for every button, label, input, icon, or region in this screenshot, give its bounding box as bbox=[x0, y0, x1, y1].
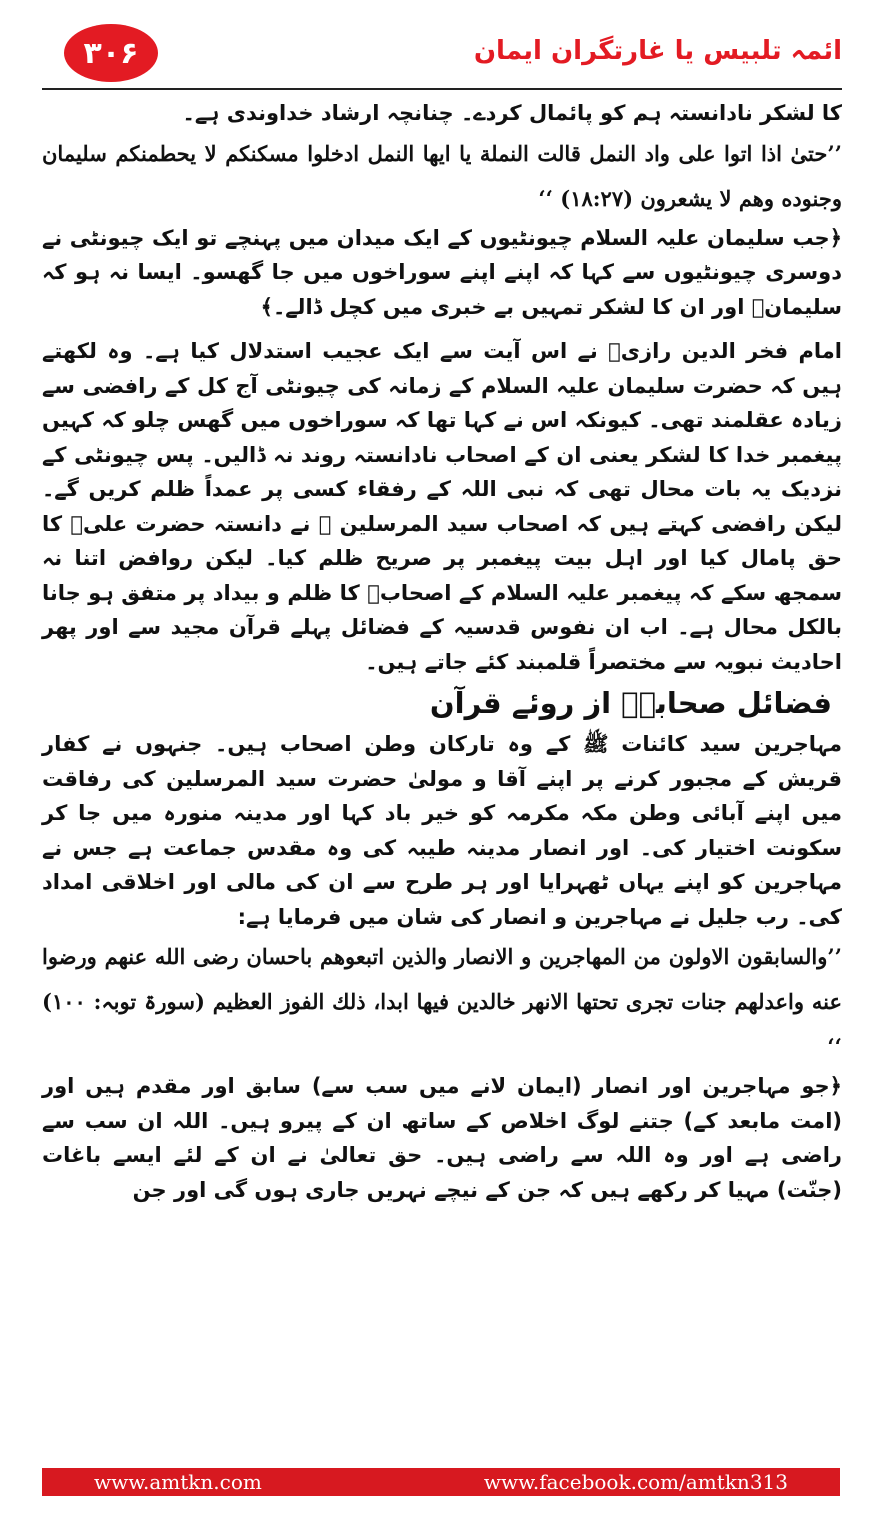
paragraph-muhajirin: مہاجرین سید کائنات ﷺ کے وہ تارکان وطن اصحاب ہیں۔ جنہوں نے کفار قریش کے مجبور کرنے پر اپنے آقا و مولیٰ حضرت سید المرسلین کی رفاقت میں اپنے آبائی وطن مکہ مکرمہ کو خیر باد کہا اور مدینہ منورہ میں جا کر سکونت اختیار کی۔ اور انصار مدینہ طیبہ کی وہ مقدس جماعت ہے جس نے مہاجرین کو اپنے یہاں ٹھہرایا اور ہر طرح سے ان کی مالی اور اخلاقی امداد کی۔ رب جلیل نے مہاجرین و انصار کی شان میں فرمایا ہے: bbox=[42, 732, 842, 929]
section-heading: فضائل صحابہؓ از روئے قرآن bbox=[429, 686, 832, 720]
page-number-badge: ۳۰۶ bbox=[64, 24, 158, 82]
footer-website-link[interactable]: www.amtkn.com bbox=[94, 1470, 262, 1494]
quran-verse-tawbah: ’’والسابقون الاولون من المهاجرین و الانصار والذین اتبعوهم باحسان رضی الله عنهم ورضوا عنه واعدلهم جنات تجری تحتها الانهر خالدین فیها ابدا، ذلك الفوز العظیم (سورۃ توبہ: ۱۰۰) ‘‘ bbox=[42, 944, 842, 1059]
paragraph-razi: امام فخر الدین رازیؒ نے اس آیت سے ایک عجیب استدلال کیا ہے۔ وہ لکھتے ہیں کہ حضرت سلیمان علیہ السلام کے زمانہ کی چیونٹی آج کل کے رافضی سے زیادہ عقلمند تھی۔ کیونکہ اس نے کہا تھا کہ سوراخوں میں گھس چلو کہ کہیں پیغمبر خدا کا لشکر یعنی ان کے اصحاب نادانستہ روند نہ ڈالیں۔ پس چیونٹی کے نزدیک یہ بات محال تھی کہ نبی اللہ کے رفقاء کسی پر عمداً ظلم کریں گے۔ لیکن رافضی کہتے ہیں کہ اصحاب سید المرسلین ﷺ نے دانستہ حضرت علیؓ کا حق پامال کیا اور اہل بیت پیغمبر پر صریح ظلم کیا۔ لیکن روافض اتنا نہ سمجھ سکے کہ پیغمبر علیہ السلام کے اصحابؓ کا ظلم و بیداد پر متفق ہو جانا بالکل محال ہے۔ اب ان نفوس قدسیہ کے فضائل پہلے قرآن مجید سے اور پھر احادیث نبویہ سے مختصراً قلمبند کئے جاتے ہیں۔ bbox=[42, 339, 842, 674]
footer-facebook-link[interactable]: www.facebook.com/amtkn313 bbox=[483, 1470, 788, 1494]
translation-naml: ﴿جب سلیمان علیہ السلام چیونٹیوں کے ایک میدان میں پہنچے تو ایک چیونٹی نے دوسری چیونٹیوں سے کہا کہ اپنے اپنے سوراخوں میں جا گھسو۔ ایسا نہ ہو کہ سلیمانؑ اور ان کا لشکر تمہیں بے خبری میں کچل ڈالے۔﴾ bbox=[42, 225, 842, 319]
page-body bbox=[42, 96, 842, 1207]
page-header bbox=[42, 18, 842, 84]
translation-tawbah: ﴿جو مہاجرین اور انصار (ایمان لانے میں سب سے) سابق اور مقدم ہیں اور (امت مابعد کے) جتنے لوگ اخلاص کے ساتھ ان کے پیرو ہیں۔ اللہ ان سب سے راضی ہے اور وہ اللہ سے راضی ہیں۔ حق تعالیٰ نے ان کے لئے ایسے باغات (جنّت) مہیا کر رکھے ہیں کہ جن کے نیچے نہریں جاری ہوں گی اور جن bbox=[42, 1074, 842, 1202]
header-divider bbox=[42, 88, 842, 90]
paragraph-intro: کا لشکر نادانستہ ہم کو پائمال کردے۔ چنانچہ ارشاد خداوندی ہے۔ bbox=[182, 101, 842, 125]
quran-verse-naml: ’’حتیٰ اذا اتوا علی واد النمل قالت النملة یا ایها النمل ادخلوا مسکنکم لا یحطمنکم سلیمان وجنوده وهم لا یشعرون (۱۸:۲۷) ‘‘ bbox=[42, 140, 842, 211]
page-footer bbox=[42, 1468, 840, 1496]
spacer bbox=[42, 324, 842, 334]
book-title: ائمہ تلبیس یا غارتگران ایمان bbox=[473, 36, 842, 66]
